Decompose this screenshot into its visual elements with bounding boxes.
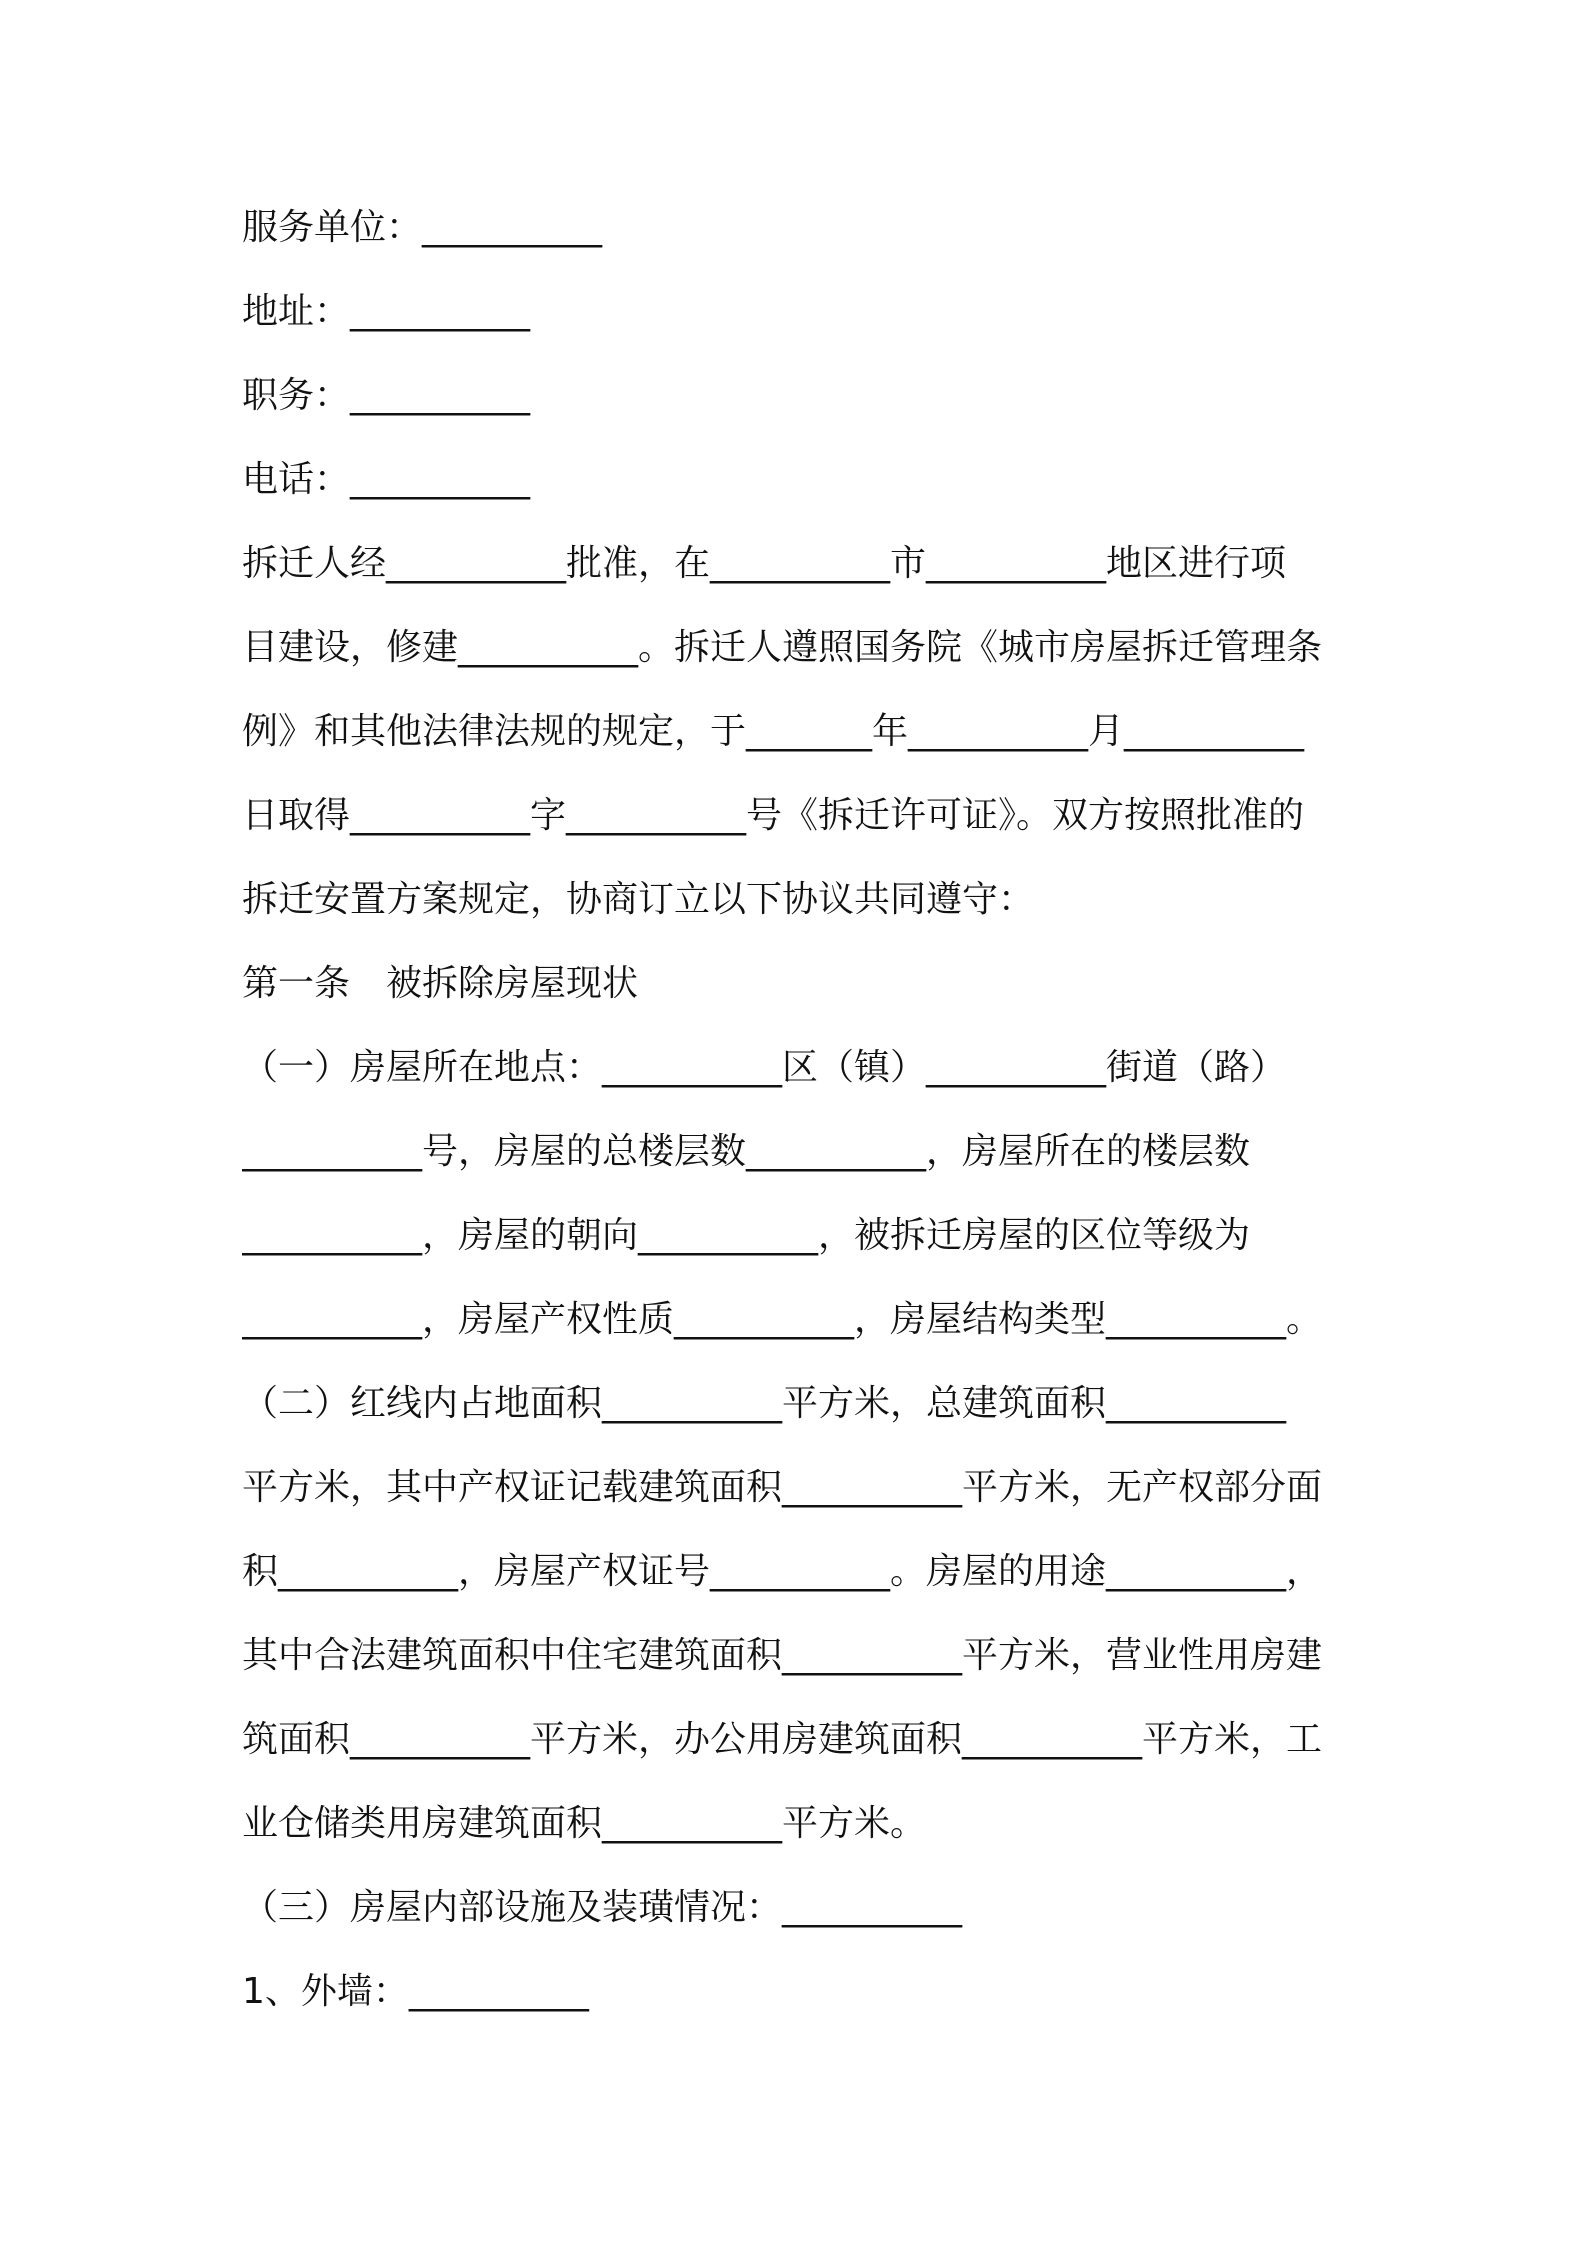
clause-line: __________，房屋的朝向__________，被拆迁房屋的区位等级为 — [242, 1215, 1251, 1256]
clause-line: 积__________，房屋产权证号__________。房屋的用途__________， — [242, 1551, 1323, 1592]
clause-line: __________号，房屋的总楼层数__________，房屋所在的楼层数 — [242, 1131, 1251, 1172]
clause-line: 筑面积__________平方米，办公用房建筑面积__________平方米，工 — [242, 1719, 1323, 1760]
clause-line: （三）房屋内部设施及装璜情况：__________ — [242, 1887, 963, 1928]
clause-line: （二）红线内占地面积__________平方米，总建筑面积__________ — [242, 1383, 1287, 1424]
paragraph-line: 目建设，修建__________。拆迁人遵照国务院《城市房屋拆迁管理条 — [242, 627, 1323, 668]
paragraph-line: 拆迁人经__________批准，在__________市__________地区进行项 — [242, 543, 1287, 584]
position-line: 职务：__________ — [242, 375, 531, 416]
clause-line: __________，房屋产权性质__________，房屋结构类型__________。 — [242, 1299, 1323, 1340]
paragraph-line: 日取得__________字__________号《拆迁许可证》。双方按照批准的 — [242, 795, 1305, 836]
clause-line: （一）房屋所在地点：__________区（镇）__________街道（路） — [242, 1047, 1287, 1088]
address-line: 地址：__________ — [242, 291, 531, 332]
clause-line: 其中合法建筑面积中住宅建筑面积__________平方米，营业性用房建 — [242, 1635, 1323, 1676]
article-heading: 第一条 被拆除房屋现状 — [242, 963, 639, 1004]
phone-line: 电话：__________ — [242, 459, 531, 500]
paragraph-line: 例》和其他法律法规的规定，于_______年__________月__________ — [242, 711, 1305, 752]
service-unit-line: 服务单位：__________ — [242, 207, 603, 248]
paragraph-line: 拆迁安置方案规定，协商订立以下协议共同遵守： — [242, 879, 1035, 920]
item-line: 1、外墙：__________ — [242, 1971, 589, 2012]
clause-line: 业仓储类用房建筑面积__________平方米。 — [242, 1803, 927, 1844]
clause-line: 平方米，其中产权证记载建筑面积__________平方米，无产权部分面 — [242, 1467, 1323, 1508]
